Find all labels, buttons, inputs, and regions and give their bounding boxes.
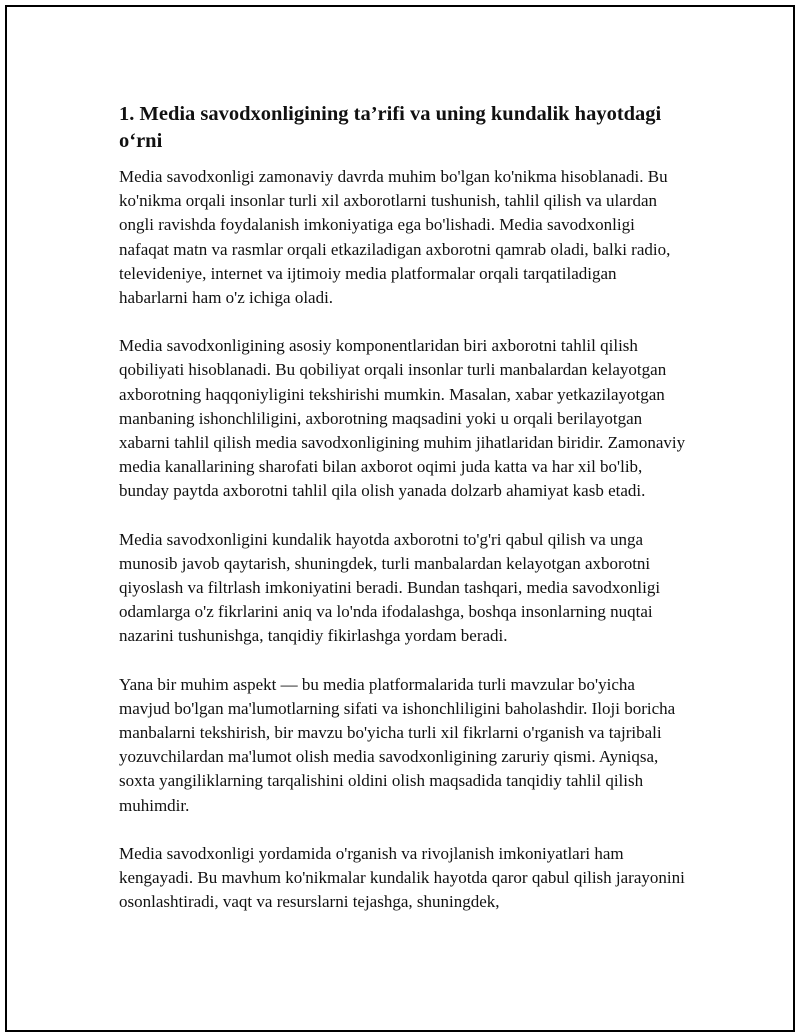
paragraph-2: Media savodxonligining asosiy komponentlaridan biri axborotni tahlil qilish qobiliyati hisoblanadi. Bu qobiliyat orqali insonlar turli manbalardan kelayotgan axborotning haqqoniyligini tekshirishi mumkin. Masalan, xabar yetkazilayotgan manbaning ishonchliligini, axborotning maqsadini yoki u orqali berilayotgan xabarni tahlil qilish media savodxonligining muhim jihatlaridan biridir. Zamonaviy media kanallarining sharofati bilan axborot oqimi juda katta va har xil bo'lib, bunday paytda axborotni tahlil qila olish yanada dolzarb ahamiyat kasb etadi. bbox=[119, 336, 686, 501]
paragraph-3: Media savodxonligini kundalik hayotda axborotni to'g'ri qabul qilish va unga munosib javob qaytarish, shuningdek, turli manbalardan kelayotgan axborotni qiyoslash va filtrlash imkoniyatini beradi. Bundan tashqari, media savodxonligi odamlarga o'z fikrlarini aniq va lo'nda ifodalashga, boshqa insonlarning nuqtai nazarini tushunishga, tanqidiy fikirlashga yordam beradi. bbox=[119, 529, 661, 646]
document-body bbox=[119, 101, 689, 938]
paragraph-1: Media savodxonligi zamonaviy davrda muhim bo'lgan ko'nikma hisoblanadi. Bu ko'nikma orqali insonlar turli xil axborotlarni tushunish, tahlil qilish va ulardan ongli ravishda foydalanish imkoniyatiga ega bo'lishadi. Media savodxonligi nafaqat matn va rasmlar orqali etkaziladigan axborotni qamrab oladi, balki radio, televideniye, internet va ijtimoiy media platformalar orqali tarqatiladigan habarlarni ham o'z ichiga oladi. bbox=[119, 167, 671, 308]
page-frame bbox=[5, 5, 795, 1032]
paragraph-5: Media savodxonligi yordamida o'rganish va rivojlanish imkoniyatlari ham kengayadi. Bu mavhum ko'nikmalar kundalik hayotda qaror qabul qilish jarayonini osonlashtiradi, vaqt va resurslarni tejashga, shuningdek, bbox=[119, 843, 685, 912]
section-heading: 1. Media savodxonligining ta’rifi va uning kundalik hayotdagi o‘rni bbox=[119, 103, 662, 152]
paragraph-4: Yana bir muhim aspekt — bu media platformalarida turli mavzular bo'yicha mavjud bo'lgan ma'lumotlarning sifati va ishonchliligini baholashdir. Iloji boricha manbalarni tekshirish, bir mavzu bo'yicha turli xil fikrlarni o'rganish va tajribali yozuvchilardan ma'lumot olish media savodxonligining zaruriy qismi. Ayniqsa, soxta yangiliklarning tarqalishini oldini olish maqsadida tanqidiy tahlil qilish muhimdir. bbox=[119, 674, 676, 815]
